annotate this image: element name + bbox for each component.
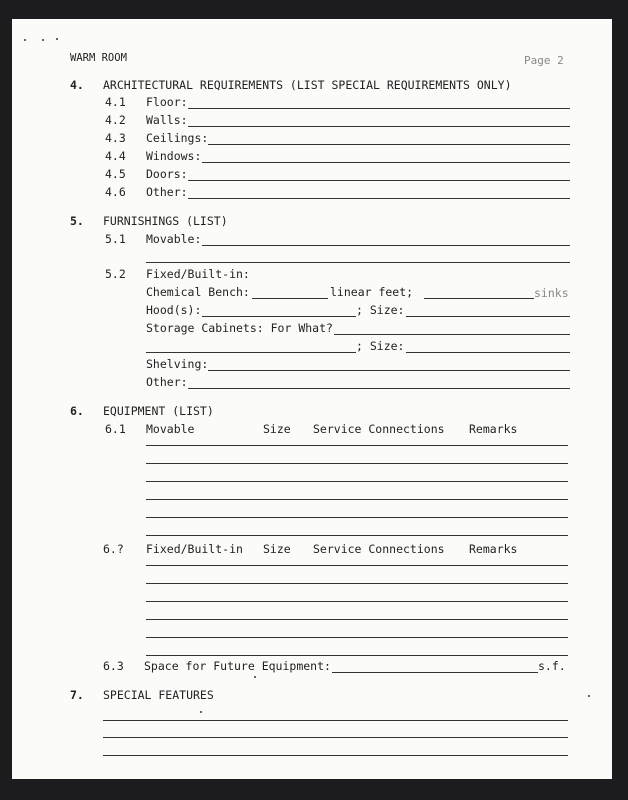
movable-equipment-line-1[interactable] <box>146 445 568 446</box>
special-features-line-2[interactable] <box>103 737 568 738</box>
fixed-equipment-line-3[interactable] <box>146 601 568 602</box>
bench-feet-line[interactable] <box>252 298 328 299</box>
fixed-equipment-line-2[interactable] <box>146 583 568 584</box>
size-column-header: Size <box>263 422 291 436</box>
movable-line-2[interactable] <box>146 262 570 263</box>
movable-equipment-line-3[interactable] <box>146 481 568 482</box>
storage-line-2[interactable] <box>146 352 356 353</box>
fixed-equipment-line-4[interactable] <box>146 619 568 620</box>
service-connections-header-2: Service Connections <box>313 542 445 556</box>
storage-size-label: ; Size: <box>356 339 405 353</box>
other-furnishing-line[interactable] <box>188 388 570 389</box>
item-6-2-number: 6.? <box>103 542 124 556</box>
hoods-line[interactable] <box>202 316 356 317</box>
chemical-bench-label: Chemical Bench: <box>146 285 250 299</box>
item-5-1-number: 5.1 <box>105 232 126 246</box>
doors-label: Doors: <box>146 167 188 181</box>
hood-size-line[interactable] <box>406 316 570 317</box>
windows-label: Windows: <box>146 149 202 163</box>
movable-equipment-line-6[interactable] <box>146 535 568 536</box>
section-7-title: SPECIAL FEATURES <box>103 688 214 702</box>
item-4-2-number: 4.2 <box>105 113 126 127</box>
fixed-builtin-label: Fixed/Built-in: <box>146 267 250 281</box>
fixed-equipment-line-6[interactable] <box>146 655 568 656</box>
shelving-label: Shelving: <box>146 357 209 371</box>
item-6-1-number: 6.1 <box>105 422 126 436</box>
scan-speck <box>42 39 44 41</box>
other-label: Other: <box>146 185 188 199</box>
scan-speck <box>24 39 26 41</box>
item-4-5-number: 4.5 <box>105 167 126 181</box>
shelving-line[interactable] <box>208 370 570 371</box>
item-4-4-number: 4.4 <box>105 149 126 163</box>
section-5-title: FURNISHINGS (LIST) <box>103 214 228 228</box>
sinks-line[interactable] <box>424 298 534 299</box>
square-feet-unit: s.f. <box>538 659 566 673</box>
storage-size-line[interactable] <box>406 352 570 353</box>
item-4-1-number: 4.1 <box>105 95 126 109</box>
doors-line[interactable] <box>188 180 570 181</box>
section-4-number: 4. <box>70 78 84 92</box>
movable-equipment-line-2[interactable] <box>146 463 568 464</box>
other-line[interactable] <box>188 198 570 199</box>
scan-speck <box>588 695 590 697</box>
section-6-title: EQUIPMENT (LIST) <box>103 404 214 418</box>
windows-line[interactable] <box>202 162 570 163</box>
item-4-3-number: 4.3 <box>105 131 126 145</box>
floor-line[interactable] <box>188 108 570 109</box>
item-4-6-number: 4.6 <box>105 185 126 199</box>
other-furnishing-label: Other: <box>146 375 188 389</box>
movable-equipment-line-4[interactable] <box>146 499 568 500</box>
linear-feet-label: linear feet; <box>330 285 414 299</box>
movable-equipment-line-5[interactable] <box>146 517 568 518</box>
walls-line[interactable] <box>188 126 570 127</box>
service-connections-header: Service Connections <box>313 422 445 436</box>
scan-speck <box>254 676 256 678</box>
doc-title: WARM ROOM <box>70 52 127 64</box>
scan-speck <box>56 38 58 40</box>
scan-speck <box>200 711 202 713</box>
hoods-label: Hood(s): <box>146 303 202 317</box>
section-4-title: ARCHITECTURAL REQUIREMENTS (LIST SPECIAL REQUIREMENTS ONLY) <box>103 78 512 92</box>
section-6-number: 6. <box>70 404 84 418</box>
special-features-line-3[interactable] <box>103 755 568 756</box>
future-equipment-label: Space for Future Equipment: <box>144 659 331 673</box>
section-7-number: 7. <box>70 688 84 702</box>
form-page <box>12 19 612 779</box>
item-6-3-number: 6.3 <box>103 659 124 673</box>
storage-cabinets-label: Storage Cabinets: For What? <box>146 321 333 335</box>
size-column-header-2: Size <box>263 542 291 556</box>
sinks-label: sinks <box>534 286 569 300</box>
section-5-number: 5. <box>70 214 84 228</box>
item-5-2-number: 5.2 <box>105 267 126 281</box>
fixed-equipment-label: Fixed/Built-in <box>146 542 243 556</box>
future-equipment-line[interactable] <box>332 672 538 673</box>
ceilings-label: Ceilings: <box>146 131 209 145</box>
remarks-header: Remarks <box>469 422 518 436</box>
movable-line[interactable] <box>202 245 570 246</box>
storage-line[interactable] <box>334 334 570 335</box>
floor-label: Floor: <box>146 95 188 109</box>
hood-size-label: ; Size: <box>356 303 405 317</box>
walls-label: Walls: <box>146 113 188 127</box>
movable-equipment-label: Movable <box>146 422 195 436</box>
fixed-equipment-line-1[interactable] <box>146 565 568 566</box>
ceilings-line[interactable] <box>208 144 570 145</box>
page-number: Page 2 <box>524 54 564 67</box>
special-features-line-1[interactable] <box>103 720 568 721</box>
remarks-header-2: Remarks <box>469 542 518 556</box>
fixed-equipment-line-5[interactable] <box>146 637 568 638</box>
movable-label: Movable: <box>146 232 202 246</box>
